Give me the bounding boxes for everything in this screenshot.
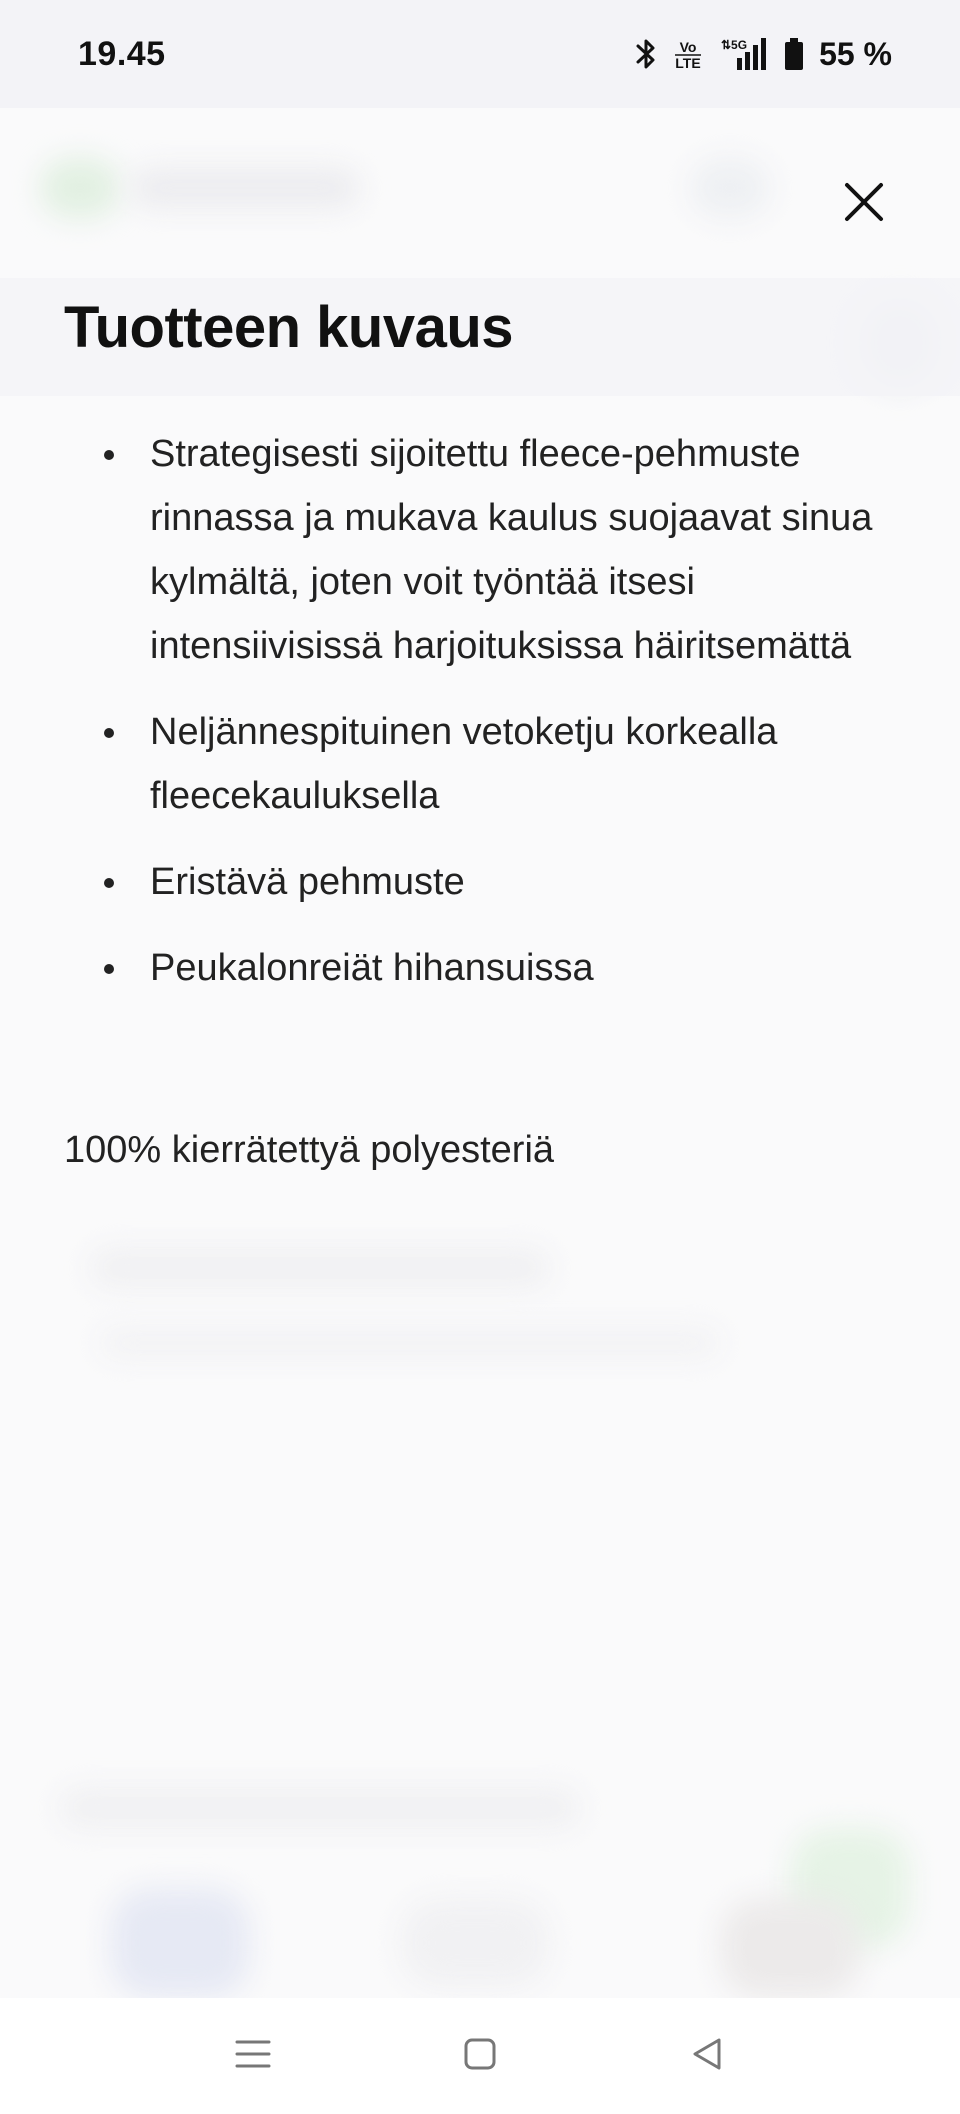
list-item [100,700,900,828]
list-item [100,422,900,678]
feature-text: Eristävä pehmuste [150,861,465,903]
battery-level: 55 % [819,35,892,72]
background-button [720,1898,860,1998]
navigation-bar [0,1998,960,2114]
svg-text:⇅5G: ⇅5G [721,38,748,52]
bullet-icon [104,450,114,460]
background-text-line [100,1328,720,1358]
signal-5g-icon [719,36,769,72]
svg-text:LTE: LTE [675,55,701,71]
svg-text:Vo: Vo [679,39,697,55]
battery-icon [783,37,805,71]
background-button [400,1898,550,1988]
material-text: 100% kierrätettyä polyesteriä [64,1129,555,1171]
feature-text: Neljännespituinen vetoketju korkealla fleecekauluksella [150,711,778,817]
feature-text: Peukalonreiät hihansuissa [150,947,594,989]
back-button[interactable] [667,2016,747,2096]
status-icons [635,36,892,73]
bluetooth-icon [635,37,657,71]
volte-icon [671,37,705,71]
page-title: Tuotteen kuvaus [64,295,514,360]
status-bar [0,0,960,108]
recent-apps-button[interactable] [213,2016,293,2096]
home-icon [462,2036,498,2077]
background-button [110,1888,250,1998]
feature-text: Strategisesti sijoitettu fleece-pehmuste rinnassa ja mukava kaulus suojaavat sinua kylmältä, joten voit työntää itsesi intensiivisissä harjoituksissa häiritsemättä [150,433,873,667]
bullet-icon [104,728,114,738]
bullet-icon [104,964,114,974]
background-text-line [90,1248,550,1288]
feature-list [100,422,900,1022]
home-button[interactable] [440,2016,520,2096]
bullet-icon [104,878,114,888]
list-item [100,936,900,1000]
back-icon [689,2036,725,2077]
list-item [100,850,900,914]
menu-icon [233,2036,273,2077]
background-text-line [60,1788,580,1828]
close-icon [844,182,884,227]
close-button[interactable] [834,174,894,234]
status-time: 19.45 [78,34,166,73]
